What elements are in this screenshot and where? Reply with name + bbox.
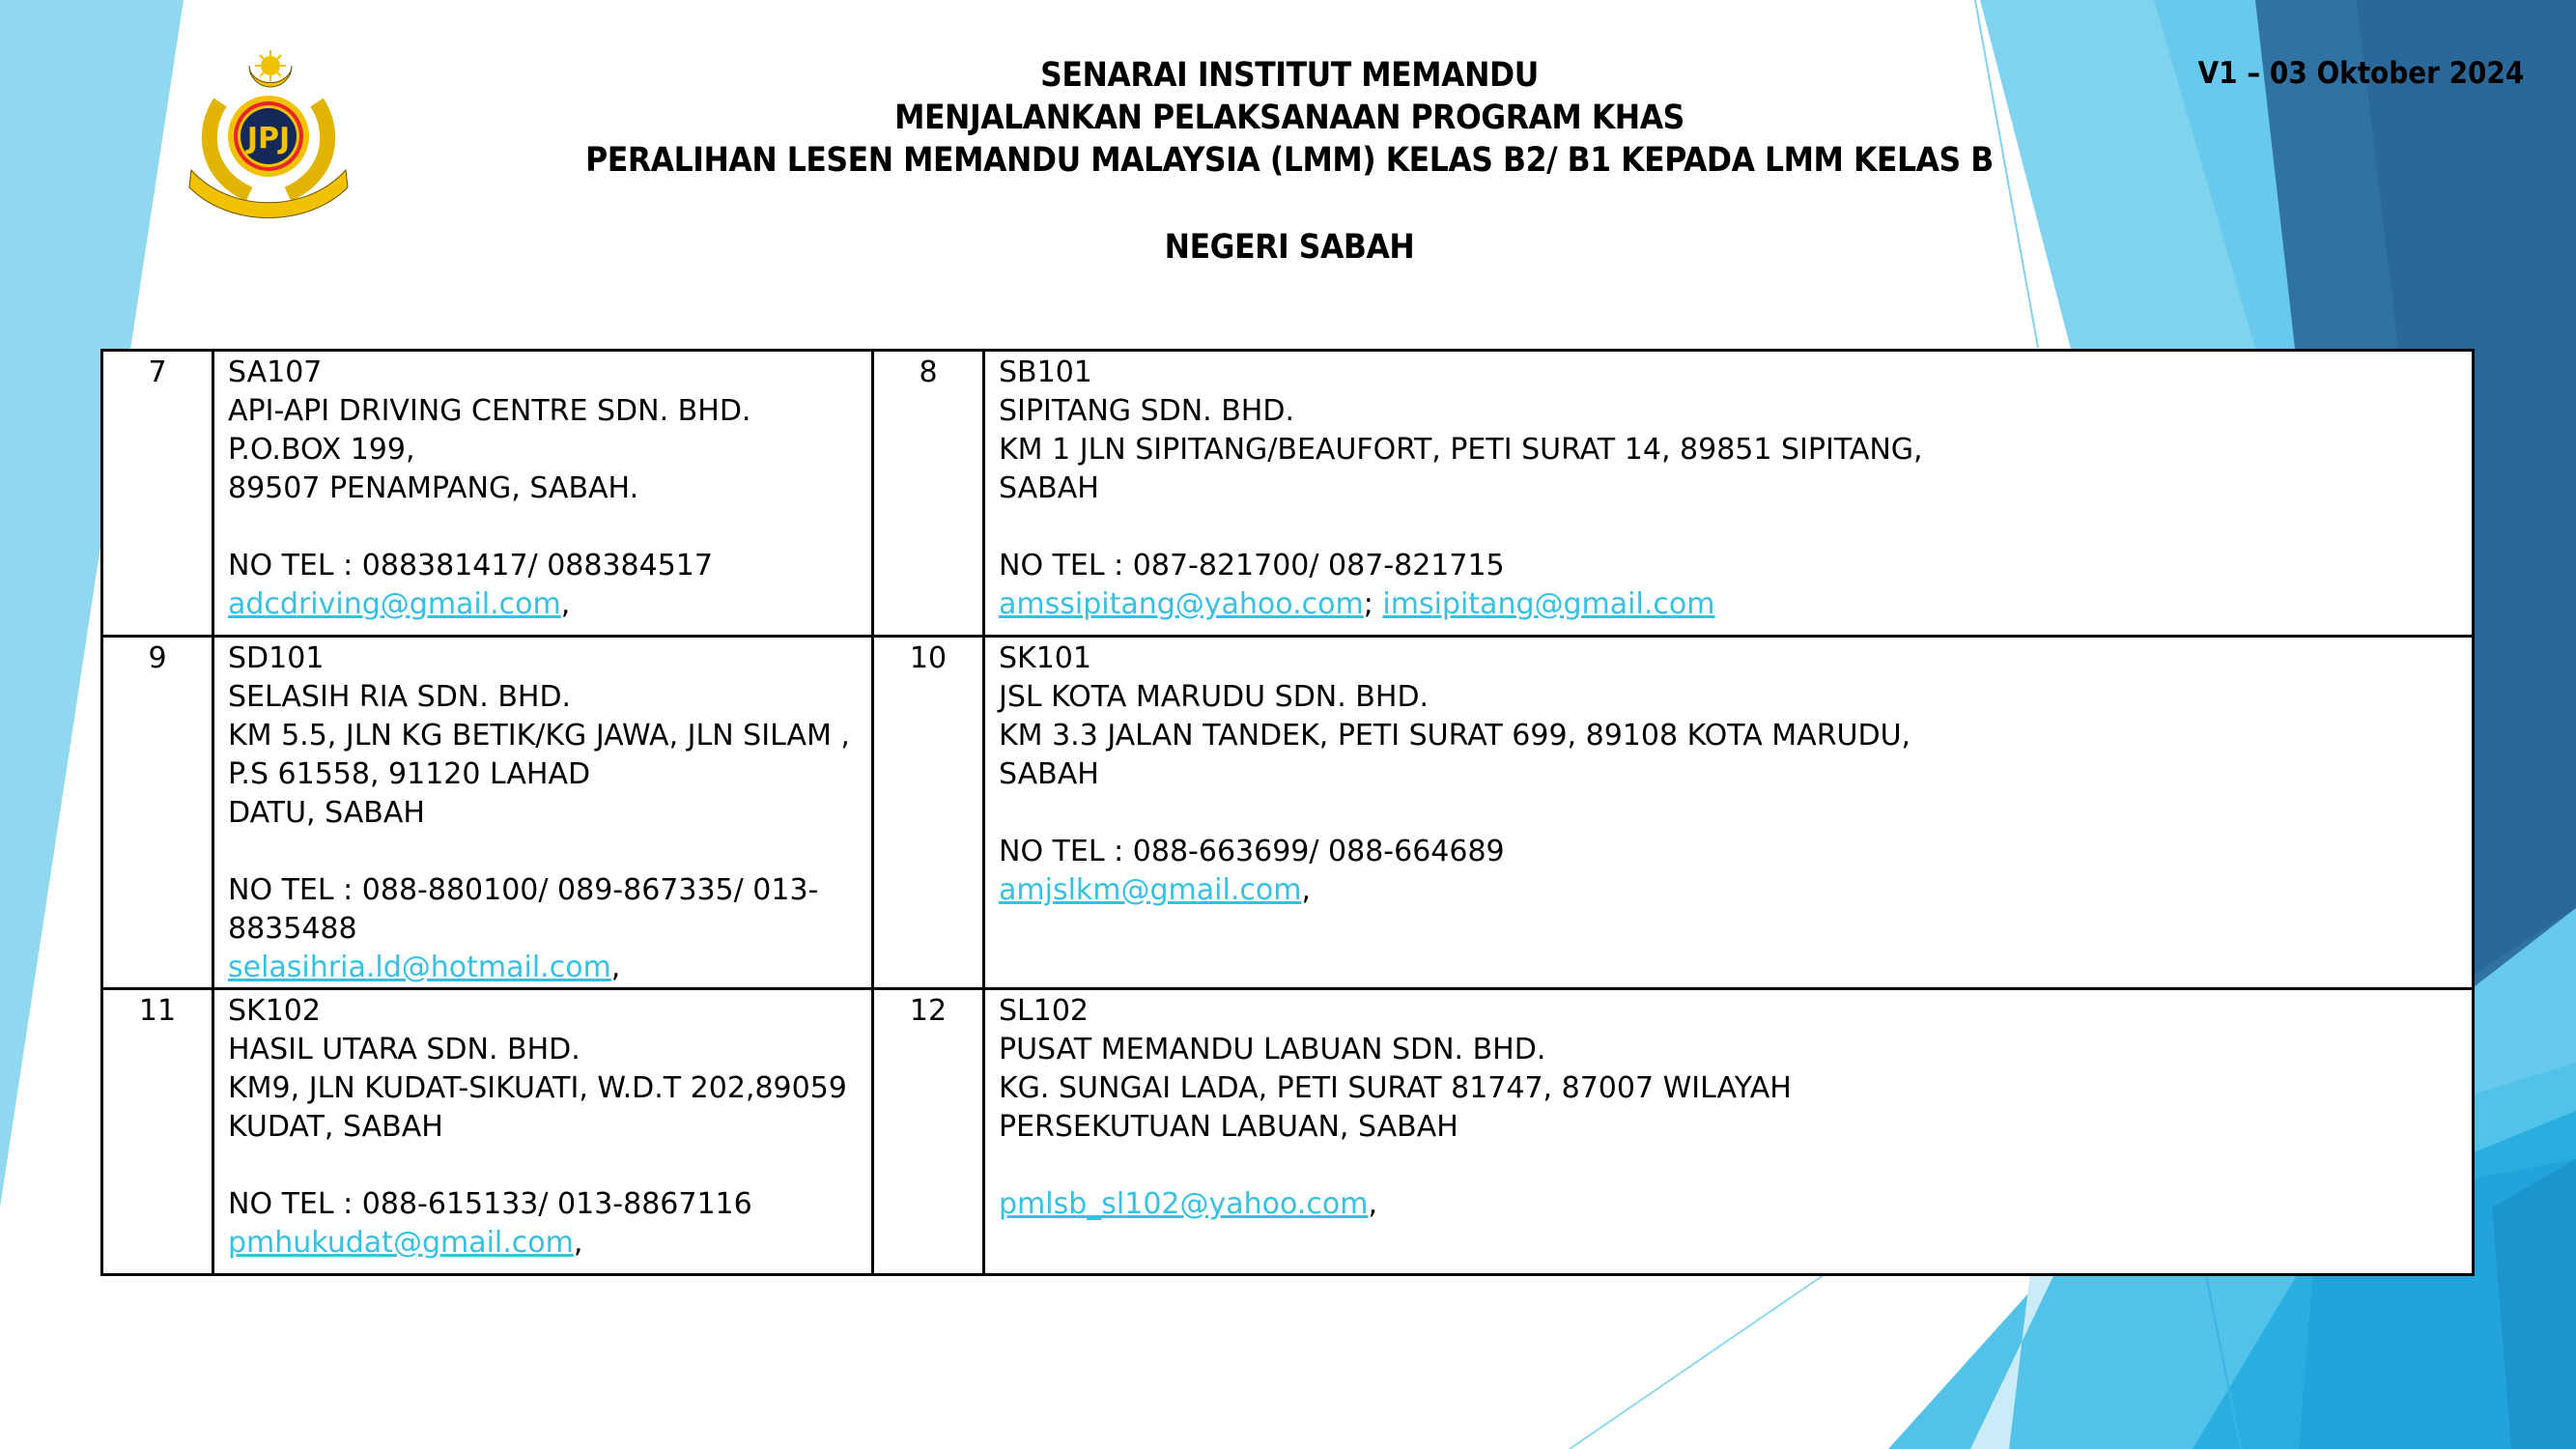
institute-tel: NO TEL : 088-663699/ 088-664689 xyxy=(999,835,1505,868)
institute-code: SB101 xyxy=(999,355,1092,389)
email-link[interactable]: adcdriving@gmail.com xyxy=(228,587,561,621)
institute-cell xyxy=(213,637,873,989)
institute-cell xyxy=(213,351,873,637)
institute-address-line: 89507 PENAMPANG, SABAH. xyxy=(228,471,639,505)
email-link[interactable]: amjslkm@gmail.com xyxy=(999,873,1302,907)
institute-address-line: PERSEKUTUAN LABUAN, SABAH xyxy=(999,1110,1458,1144)
institute-number: 8 xyxy=(873,351,984,637)
jpj-crest-icon xyxy=(182,44,355,218)
institute-number: 9 xyxy=(102,637,213,989)
svg-text:JPJ: JPJ xyxy=(246,122,291,156)
email-suffix: , xyxy=(573,1226,583,1260)
institute-name: SELASIH RIA SDN. BHD. xyxy=(228,680,572,714)
institute-code: SA107 xyxy=(228,355,323,389)
email-suffix: , xyxy=(1368,1187,1377,1221)
email-link[interactable]: pmhukudat@gmail.com xyxy=(228,1226,574,1260)
institute-cell xyxy=(984,351,2474,637)
institute-code: SD101 xyxy=(228,641,325,675)
institute-tel: NO TEL : 087-821700/ 087-821715 xyxy=(999,549,1505,582)
email-suffix: , xyxy=(560,587,571,621)
email-link[interactable]: pmlsb_sl102@yahoo.com xyxy=(999,1187,1369,1221)
institute-address-line: KM 3.3 JALAN TANDEK, PETI SURAT 699, 89108 KOTA MARUDU, xyxy=(999,719,1911,753)
table-row xyxy=(102,351,2474,637)
title-line-2: MENJALANKAN PELAKSANAAN PROGRAM KHAS xyxy=(894,99,1684,137)
state-heading: NEGERI SABAH xyxy=(1164,228,1415,267)
institute-address-line: KM 1 JLN SIPITANG/BEAUFORT, PETI SURAT 14, 89851 SIPITANG, xyxy=(999,433,1923,467)
institute-address-line: P.O.BOX 199, xyxy=(228,433,415,467)
institute-name: PUSAT MEMANDU LABUAN SDN. BHD. xyxy=(999,1033,1546,1066)
institute-number: 7 xyxy=(102,351,213,637)
email-suffix: , xyxy=(1301,873,1311,907)
email-link[interactable]: selasihria.ld@hotmail.com xyxy=(228,951,611,984)
institute-cell xyxy=(984,637,2474,989)
jpj-logo xyxy=(182,44,355,218)
institute-cell xyxy=(984,989,2474,1275)
institute-number: 12 xyxy=(873,989,984,1275)
institute-address-line: KG. SUNGAI LADA, PETI SURAT 81747, 87007 WILAYAH xyxy=(999,1071,1792,1105)
institute-address-line: KM9, JLN KUDAT-SIKUATI, W.D.T 202,89059 KUDAT, SABAH xyxy=(228,1071,847,1144)
title-line-3: PERALIHAN LESEN MEMANDU MALAYSIA (LMM) KELAS B2/ B1 KEPADA LMM KELAS B xyxy=(585,141,1994,180)
institute-name: HASIL UTARA SDN. BHD. xyxy=(228,1033,580,1066)
institute-cell xyxy=(213,989,873,1275)
table-row xyxy=(102,637,2474,989)
institute-address-line: SABAH xyxy=(999,757,1099,791)
institute-code: SL102 xyxy=(999,994,1090,1028)
table-row xyxy=(102,989,2474,1275)
institute-code: SK102 xyxy=(228,994,321,1028)
institute-address-line: DATU, SABAH xyxy=(228,796,425,830)
institute-address-line: SABAH xyxy=(999,471,1099,505)
title-line-1: SENARAI INSTITUT MEMANDU xyxy=(1040,56,1539,95)
version-date: V1 – 03 Oktober 2024 xyxy=(2197,56,2524,91)
institute-address-line: KM 5.5, JLN KG BETIK/KG JAWA, JLN SILAM , P.S 61558, 91120 LAHAD xyxy=(228,719,850,791)
institute-code: SK101 xyxy=(999,641,1091,675)
institute-name: JSL KOTA MARUDU SDN. BHD. xyxy=(999,680,1430,714)
email-link[interactable]: amssipitang@yahoo.com xyxy=(999,587,1364,621)
institute-tel: NO TEL : 088-880100/ 089-867335/ 013-8835488 xyxy=(228,873,819,946)
institute-tel: NO TEL : 088-615133/ 013-8867116 xyxy=(228,1187,752,1221)
email-separator: ; xyxy=(1363,587,1383,621)
institute-tel: NO TEL : 088381417/ 088384517 xyxy=(228,549,713,582)
email-link[interactable]: imsipitang@gmail.com xyxy=(1382,587,1715,621)
institute-number: 11 xyxy=(102,989,213,1275)
institute-table xyxy=(100,349,2475,1276)
institute-name: SIPITANG SDN. BHD. xyxy=(999,394,1295,428)
email-suffix: , xyxy=(610,951,621,984)
document-title-block xyxy=(386,54,2193,269)
institute-name: API-API DRIVING CENTRE SDN. BHD. xyxy=(228,394,751,428)
institute-number: 10 xyxy=(873,637,984,989)
